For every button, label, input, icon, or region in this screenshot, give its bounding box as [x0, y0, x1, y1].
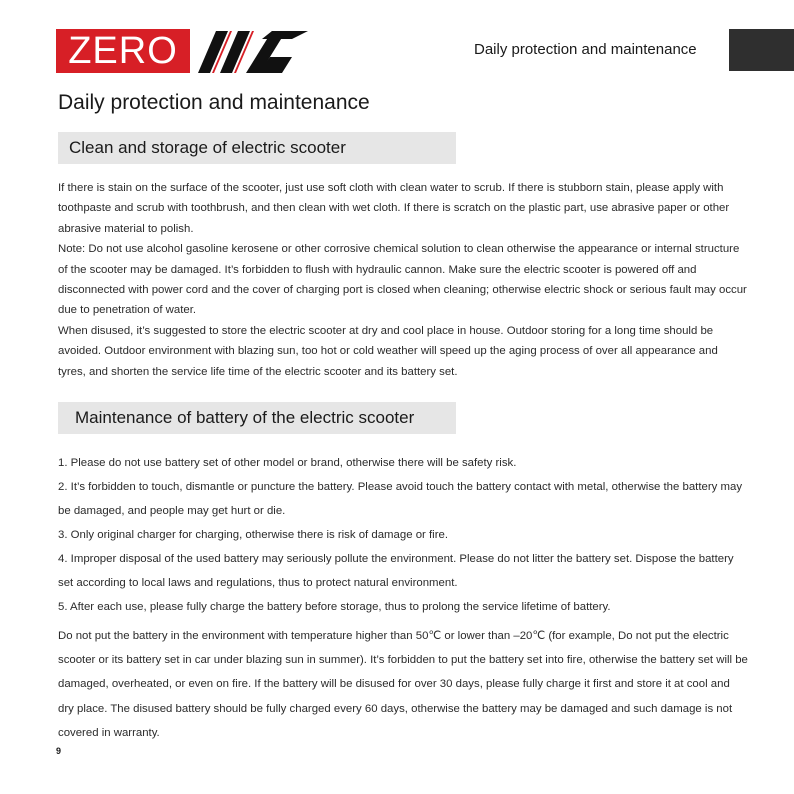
page-number: 9 — [56, 746, 62, 756]
section-heading-cleaning: Clean and storage of electric scooter — [58, 132, 456, 164]
list-item: 5. After each use, please fully charge the battery before storage, thus to prolong the service lifetime of battery. — [58, 601, 611, 613]
list-item: 1. Please do not use battery set of other model or brand, otherwise there will be safety risk. — [58, 457, 517, 469]
paragraph: When disused, it’s suggested to store the electric scooter at dry and cool place in house. Outdoor storing for a long time should be avoided. Outdoor environment with blazing sun, too hot or cold weather will speed up the aging process of over all appearance and tyres, and shorten the service life time of the electric scooter and its battery set. — [58, 324, 718, 378]
list-item: 2. It’s forbidden to touch, dismantle or puncture the battery. Please avoid touch the battery contact with metal, otherwise the battery may be damaged, and people may get hurt or die. — [58, 481, 743, 517]
list-item: 4. Improper disposal of the used battery may seriously pollute the environment. Please do not litter the battery set. Dispose the battery set according to local laws and regulations, thus to protect natural environment. — [58, 553, 734, 589]
battery-note — [58, 624, 748, 745]
chapter-tab — [729, 29, 794, 71]
battery-list — [58, 451, 748, 619]
brand-logo — [56, 29, 312, 75]
list-item: 3. Only original charger for charging, otherwise there is risk of damage or fire. — [58, 529, 448, 541]
section-heading-battery: Maintenance of battery of the electric scooter — [58, 402, 456, 434]
paragraph: Do not put the battery in the environment with temperature higher than 50℃ or lower than –20℃ (for example, Do not put the electric scooter or its battery set in car under blazing sun in summer). It’s forbidden to put the battery set into fire, otherwise the battery set will be damaged, overheated, or even on fire. If the battery will be disused for over 30 days, please fully charge it first and store it at cool and dry place. The disused battery should be fully charged every 60 days, otherwise the battery may be damaged and such damage is not covered in warranty. — [58, 630, 748, 739]
paragraph: Note: Do not use alcohol gasoline kerosene or other corrosive chemical solution to clean otherwise the appearance or internal structure of the scooter may be damaged. It’s forbidden to flush with hydraulic cannon. Make sure the electric scooter is powered off and disconnected with power cord and the cover of charging port is closed when cleaning; otherwise electric shock or serious fault may occur due to penetration of water. — [58, 243, 747, 317]
paragraph: If there is stain on the surface of the scooter, just use soft cloth with clean water to scrub. If there is stubborn stain, please apply with toothpaste and scrub with toothbrush, and then clean with wet cloth. If there is scratch on the plastic part, use abrasive paper or other abrasive material to polish. — [58, 182, 730, 235]
logo-wordmark: ZERO — [56, 29, 190, 73]
cleaning-text — [58, 178, 748, 382]
page-title: Daily protection and maintenance — [58, 91, 370, 114]
logo-11x-mark — [192, 29, 312, 75]
header-title: Daily protection and maintenance — [474, 41, 697, 58]
